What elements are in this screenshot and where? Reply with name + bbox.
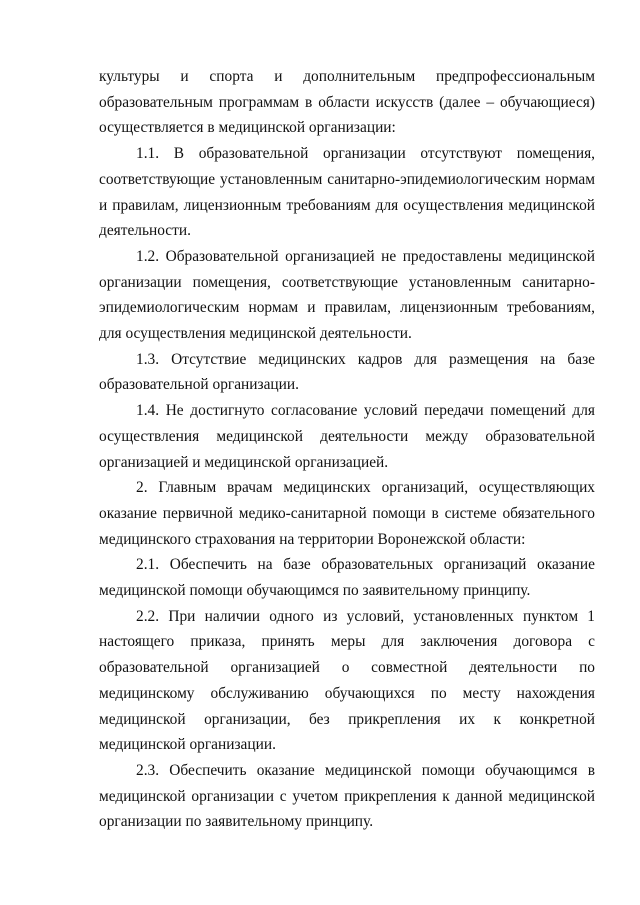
intro-paragraph: культуры и спорта и дополнительным предпрофессиональным образовательным программам в области искусств (далее – обучающиеся) осуществляется в медицинской организации: (99, 68, 595, 137)
paragraph-1-3: 1.3. Отсутствие медицинских кадров для размещения на базе образовательной организации. (99, 350, 595, 394)
document-body (99, 64, 595, 835)
paragraph-2: 2. Главным врачам медицинских организаций, осуществляющих оказание первичной медико-санитарной помощи в системе обязательного медицинского страхования на территории Воронежской области: (99, 479, 595, 548)
paragraph-1-1: 1.1. В образовательной организации отсутствуют помещения, соответствующие установленным санитарно-эпидемиологическим нормам и правилам, лицензионным требованиям для осуществления медицинской деятельности. (99, 145, 595, 240)
paragraph-1-2: 1.2. Образовательной организацией не предоставлены медицинской организации помещения, соответствующие установленным санитарно-эпидемиологическим нормам и правилам, лицензионным требованиям, для осуществления медицинской деятельности. (99, 247, 595, 343)
paragraph-2-1: 2.1. Обеспечить на базе образовательных организаций оказание медицинской помощи обучающимся по заявительному принципу. (99, 556, 595, 600)
paragraph-2-2: 2.2. При наличии одного из условий, установленных пунктом 1 настоящего приказа, принять меры для заключения договора с образовательной организацией о совместной деятельности по медицинскому обслуживанию обучающихся по месту нахождения медицинской организации, без прикрепления их к конкретной медицинской организации. (99, 607, 595, 754)
paragraph-2-3: 2.3. Обеспечить оказание медицинской помощи обучающимся в медицинской организации с учетом прикрепления к данной медицинской организации по заявительному принципу. (99, 761, 595, 831)
paragraph-1-4: 1.4. Не достигнуто согласование условий передачи помещений для осуществления медицинской деятельности между образовательной организацией и медицинской организацией. (99, 402, 595, 471)
